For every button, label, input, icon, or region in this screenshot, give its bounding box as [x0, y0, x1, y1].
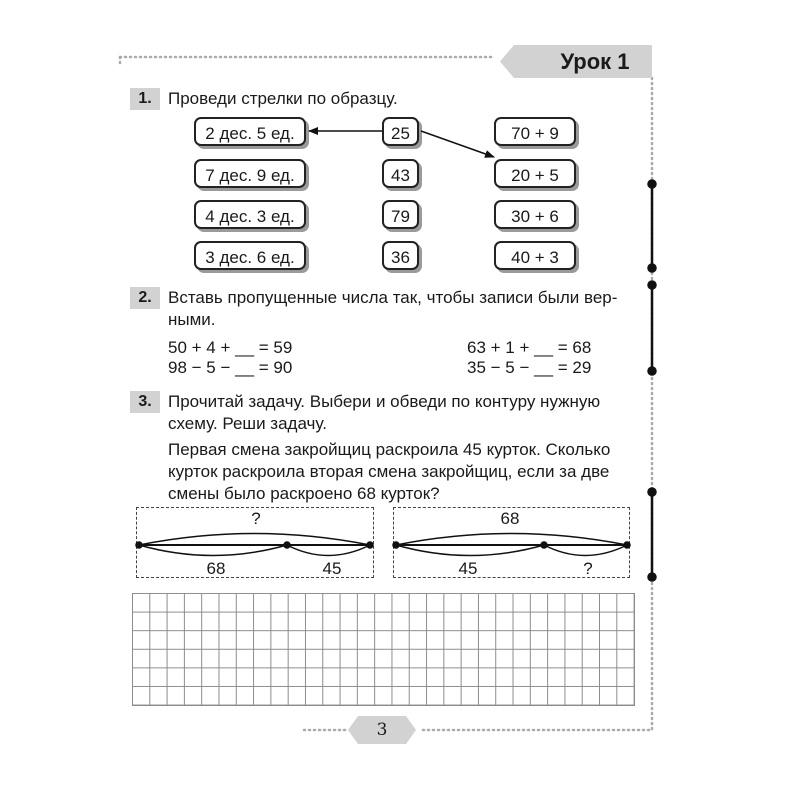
- right-box-4[interactable]: 40 + 3: [494, 241, 576, 270]
- equation-4: 35 − 5 − __ = 29: [467, 358, 592, 377]
- task-3-number: 3.: [130, 391, 160, 413]
- lesson-title: Урок 1: [560, 49, 630, 74]
- problem-line2: курток раскроила вторая смена закройщиц, если за две: [168, 462, 610, 481]
- problem-line1: Первая смена закройщиц раскроила 45 курток. Сколько: [168, 440, 611, 459]
- task-2-number: 2.: [130, 287, 160, 309]
- right-box-2[interactable]: 20 + 5: [494, 159, 576, 188]
- task-1-number: 1.: [130, 88, 160, 110]
- middle-box-3[interactable]: 79: [382, 200, 419, 229]
- problem-line3: смены было раскроено 68 курток?: [168, 484, 440, 503]
- middle-box-4[interactable]: 36: [382, 241, 419, 270]
- middle-box-2[interactable]: 43: [382, 159, 419, 188]
- scheme-2-bottom-right-label: ?: [583, 559, 593, 578]
- task-2-text-line1: Вставь пропущенные числа так, чтобы записи были вер-: [168, 288, 618, 307]
- task-3-text-line1: Прочитай задачу. Выбери и обведи по контуру нужную: [168, 392, 601, 411]
- left-box-4[interactable]: 3 дес. 6 ед.: [194, 241, 306, 270]
- scheme-2-bottom-left-label: 45: [458, 559, 478, 578]
- scheme-2-drawing: [393, 534, 630, 556]
- equation-1: 50 + 4 + __ = 59: [168, 338, 293, 357]
- scheme-2-top-label: 68: [500, 509, 520, 528]
- right-box-1[interactable]: 70 + 9: [494, 117, 576, 146]
- task-2-text-line2: ными.: [168, 310, 216, 329]
- equation-2: 98 − 5 − __ = 90: [168, 358, 293, 377]
- right-box-3[interactable]: 30 + 6: [494, 200, 576, 229]
- scheme-1-bottom-right-label: 45: [322, 559, 342, 578]
- left-box-2[interactable]: 7 дес. 9 ед.: [194, 159, 306, 188]
- task-1-text: Проведи стрелки по образцу.: [168, 89, 398, 108]
- equation-3: 63 + 1 + __ = 68: [467, 338, 592, 357]
- left-box-1[interactable]: 2 дес. 5 ед.: [194, 117, 306, 146]
- middle-box-1[interactable]: 25: [382, 117, 419, 146]
- page-number: 3: [376, 720, 388, 740]
- scheme-1-bottom-left-label: 68: [206, 559, 226, 578]
- scheme-1-drawing: [136, 534, 373, 556]
- scheme-1-top-label: ?: [251, 509, 261, 528]
- answer-grid[interactable]: [132, 593, 635, 706]
- task-3-text-line2: схему. Реши задачу.: [168, 414, 327, 433]
- left-box-3[interactable]: 4 дес. 3 ед.: [194, 200, 306, 229]
